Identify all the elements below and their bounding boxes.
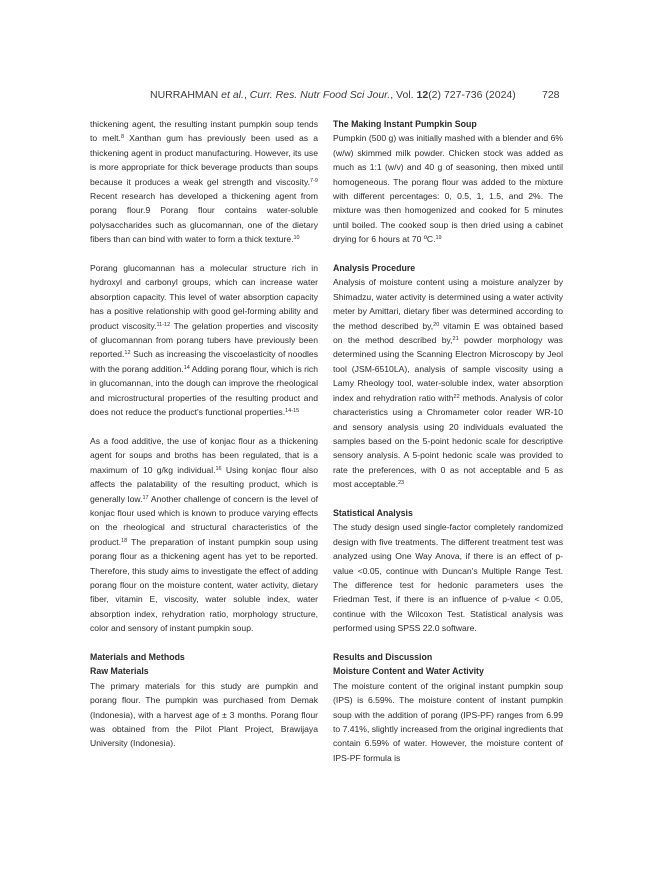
left-column bbox=[90, 117, 318, 751]
citation-ref: 22 bbox=[453, 393, 460, 400]
text-run: The preparation of instant pumpkin soup using porang flour as a thickening agent has yet to be reported. Therefore, this study aims to investigate the effect of adding porang flour on the moisture content, water activity, dietary fiber, vitamin E, viscosity, water soluble index, water absorption index, rehydration ratio, morphology structure, color and sensory of instant pumpkin soup. bbox=[90, 536, 318, 634]
text-run: vitamin E was obtained based on the method described by, bbox=[333, 320, 563, 346]
citation-ref: 23 bbox=[397, 480, 405, 487]
citation-ref: 11-12 bbox=[156, 321, 171, 328]
citation-ref: 21 bbox=[452, 336, 459, 343]
subsection-heading-making-soup: The Making Instant Pumpkin Soup bbox=[333, 119, 477, 129]
section-heading-results: Results and Discussion bbox=[333, 651, 433, 662]
text-run: Using konjac flour also affects the palatability of the resulting product, which is generally low. bbox=[90, 464, 318, 504]
text-run: Xanthan gum has previously been used as a thickening agent in product manufacturing. However, its use is more appropriate for thick beverage products than soups because it produces a weak gel strength and viscosity. bbox=[90, 133, 318, 187]
header-volume: 12 bbox=[416, 89, 429, 101]
citation-ref: 8 bbox=[120, 134, 124, 141]
citation-ref: 16 bbox=[215, 465, 222, 472]
paragraph-food-additive bbox=[90, 434, 318, 636]
paragraph-glucomannan bbox=[90, 261, 318, 419]
subsection-heading-statistical: Statistical Analysis bbox=[333, 507, 413, 518]
text-run: Adding porang flour, which is rich in glucomannan, into the dough can improve the rheological and microstructural properties of the resulting product and does not reduce the product's functional properties. bbox=[90, 363, 318, 418]
citation-ref: 10 bbox=[293, 235, 300, 242]
subsection-heading-raw-materials: Raw Materials bbox=[90, 666, 149, 677]
right-column bbox=[333, 117, 563, 765]
text-run: Such as increasing the viscoelasticity of noodles with the porang addition. bbox=[90, 349, 318, 374]
citation-ref: 12 bbox=[124, 350, 131, 357]
page-number: 728 bbox=[542, 89, 560, 101]
citation-ref: 19 bbox=[435, 235, 442, 242]
section-heading-materials-methods: Materials and Methods bbox=[90, 651, 185, 662]
text-run: Pumpkin (500 g) was initially mashed with a blender and 6% (w/w) skimmed milk powder. Chicken stock was added as much as 1:1 (w/v) and 40 g of seasoning, then mixed until homogeneous. The porang flour was added to the mixture with different percentages: 0, 0.5, 1, 1.5, and 2%. The mixture was then homogenized and cooked for 5 minutes until boiled. The cooked soup is then dried using a cabinet drying for 6 hours at 70 ºC. bbox=[333, 133, 563, 245]
citation-ref: 17 bbox=[142, 494, 149, 501]
text-run: Another challenge of concern is the level of konjac flour used which is known to produce varying effects on the rheological and structural characteristics of the product. bbox=[90, 493, 318, 547]
citation-ref: 7-9 bbox=[310, 177, 318, 184]
text-run: Porang glucomannan has a molecular structure rich in hydroxyl and carbonyl groups, which can increase water absorption capacity. This level of water absorption capacity has a positive relationship with good gel-forming ability and product viscosity. bbox=[90, 263, 318, 331]
citation-ref: 20 bbox=[433, 321, 440, 328]
header-etal: et al. bbox=[221, 89, 244, 101]
paragraph-statistical: The study design used single-factor completely randomized design with five treatments. The different treatment test was analyzed using One Way Anova, if there is an effect of p-value <0.05, continue with Duncan's Multiple Range Test. The difference test for hedonic parameters uses the Friedman Test, if there is an influence of p-value < 0.05, continue with the Wilcoxon Test. Statistical analysis was performed using SPSS 22.0 software. bbox=[333, 522, 563, 634]
citation-ref: 14-15 bbox=[285, 408, 300, 415]
text-run: As a food additive, the use of konjac flour as a thickening agent for soups and broths has been regulated, that is a maximum of 10 g/kg individual. bbox=[90, 435, 318, 475]
header-journal: Curr. Res. Nutr Food Sci Jour. bbox=[249, 89, 391, 101]
text-run: The gelation properties and viscosity of glucomannan from porang tubers have previously been reported. bbox=[90, 320, 318, 360]
text-run: thickening agent, the resulting instant pumpkin soup tends to melt. bbox=[90, 119, 318, 144]
citation-ref: 18 bbox=[121, 537, 128, 544]
text-run: Recent research has developed a thickening agent from porang flour.9 Porang flour contains water-soluble polysaccharides such as glucomannan, one of the dietary fibers than can bind with water to form a thick texture. bbox=[90, 191, 318, 245]
text-run: Analysis of moisture content using a moisture analyzer by Shimadzu, water activity is determined using a water activity meter by Amittari, dietary fiber was determined according to the method described by, bbox=[333, 277, 563, 331]
header-issue-pages: (2) 727-736 (2024) bbox=[428, 89, 516, 101]
paragraph-moisture: The moisture content of the original instant pumpkin soup (IPS) is 6.59%. The moisture content of instant pumpkin soup with the addition of porang (IPS-PF) ranges from 6.99 to 7.41%, slightly increased from the original ingredients that contain 6.59% of water. However, the moisture content of IPS-PF formula is bbox=[333, 680, 563, 763]
header-authors: NURRAHMAN bbox=[150, 89, 219, 101]
subsection-heading-analysis: Analysis Procedure bbox=[333, 263, 416, 274]
text-run: methods. Analysis of color characteristics using a Chromameter color reader WR-10 and sensory analysis using 20 individuals evaluated the samples based on the 5-point hedonic scale for descriptive sensory analysis. A 5-point hedonic scale was provided to rate the preferences, with 0 as not acceptable and 5 as most acceptable. bbox=[333, 392, 563, 490]
paragraph-raw-materials: The primary materials for this study are pumpkin and porang flour. The pumpkin was purchased from Demak (Indonesia), with a harvest age of ± 3 months. Porang flour was obtained from the Pilot Plant Project, Brawijaya University (Indonesia). bbox=[90, 680, 318, 749]
text-run: powder morphology was determined using the Scanning Electron Microscopy by Jeol tool (JSM-6510LA), analysis of sample viscosity using a Lamy Rheology tool, water-soluble index, water absorption index and rehydration ratio with bbox=[333, 335, 563, 403]
paragraph-making-soup bbox=[333, 131, 563, 246]
subsection-heading-moisture: Moisture Content and Water Activity bbox=[333, 666, 484, 677]
paragraph-thickening bbox=[90, 117, 318, 247]
header-vol-prefix: , Vol. bbox=[390, 89, 414, 101]
citation-ref: 14 bbox=[183, 364, 190, 371]
paragraph-analysis bbox=[333, 275, 563, 491]
running-header: NURRAHMAN et al., Curr. Res. Nutr Food Sci Jour., Vol. 12(2) 727-736 (2024) bbox=[150, 89, 516, 101]
